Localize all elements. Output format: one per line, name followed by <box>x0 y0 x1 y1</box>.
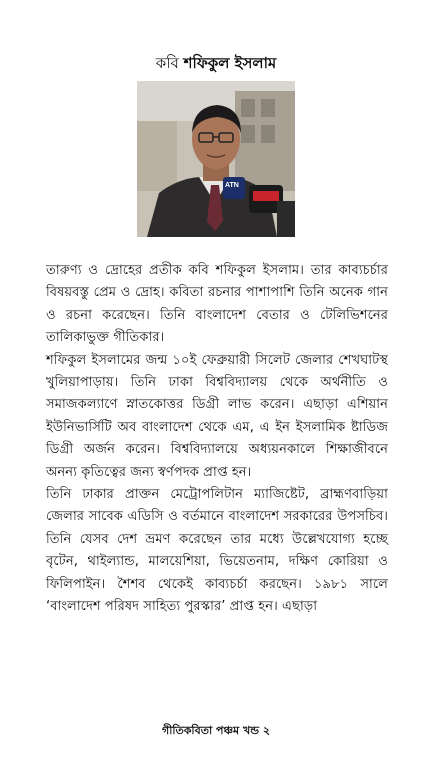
poet-photo <box>137 81 295 237</box>
paragraph-3: তিনি ঢাকার প্রাক্তন মেট্রোপলিটান ম্যাজিষ্টেট, ব্রাহ্মণবাড়িয়া জেলার সাবেক এডিসি ও বর্তমানে বাংলাদেশ সরকারের উপসচিব। তিনি যেসব দেশ ভ্রমণ করেছেন তার মধ্যে উল্লেখযোগ্য হচ্ছে বৃটেন, থাইল্যান্ড, মালয়েশিয়া, ভিয়েতনাম, দক্ষিণ কোরিয়া ও ফিলিপাইন। শৈশব থেকেই কাব্যচর্চা করছেন। ১৯৮১ সালে ‘বাংলাদেশ পরিষদ সাহিত্য পুরস্কার’ প্রাপ্ত হন। এছাড়া <box>46 487 388 615</box>
page-heading <box>0 54 432 72</box>
page-footer: গীতিকবিতা পঞ্চম খন্ড ২ <box>161 724 270 737</box>
poet-name: শফিকুল ইসলাম <box>183 54 277 72</box>
paragraph-2: শফিকুল ইসলামের জন্ম ১০ই ফেব্রুয়ারী সিলেট জেলার শেখঘাটস্থ খুলিয়াপাড়ায়। তিনি ঢাকা বিশ্ববিদ্যালয় থেকে অর্থনীতি ও সমাজকল্যাণে স্নাতকোত্তর ডিগ্রী লাভ করেন। এছাড়া এশিয়ান ইউনিভার্সিটি অব বাংলাদেশ থেকে এম, এ ইন ইসলামিক ষ্টাডিজ ডিগ্রী অর্জন করেন। বিশ্ববিদ্যালয়ে অধ্যয়নকালে শিক্ষাজীবনে অনন্য কৃতিত্বের জন্য স্বর্ণপদক প্রাপ্ত হন। <box>46 352 388 480</box>
microphone-logo-text: ATN <box>225 182 239 189</box>
heading-prefix: কবি <box>155 54 179 72</box>
biography-text <box>46 260 388 619</box>
paragraph-1: তারুণ্য ও দ্রোহের প্রতীক কবি শফিকুল ইসলাম। তার কাব্যচর্চার বিষয়বস্তু প্রেম ও দ্রোহ। কবিতা রচনার পাশাপাশি তিনি অনেক গান ও রচনা করেছেন। তিনি বাংলাদেশ বেতার ও টেলিভিশনের তালিকাভুক্ত গীতিকার। <box>46 263 388 346</box>
